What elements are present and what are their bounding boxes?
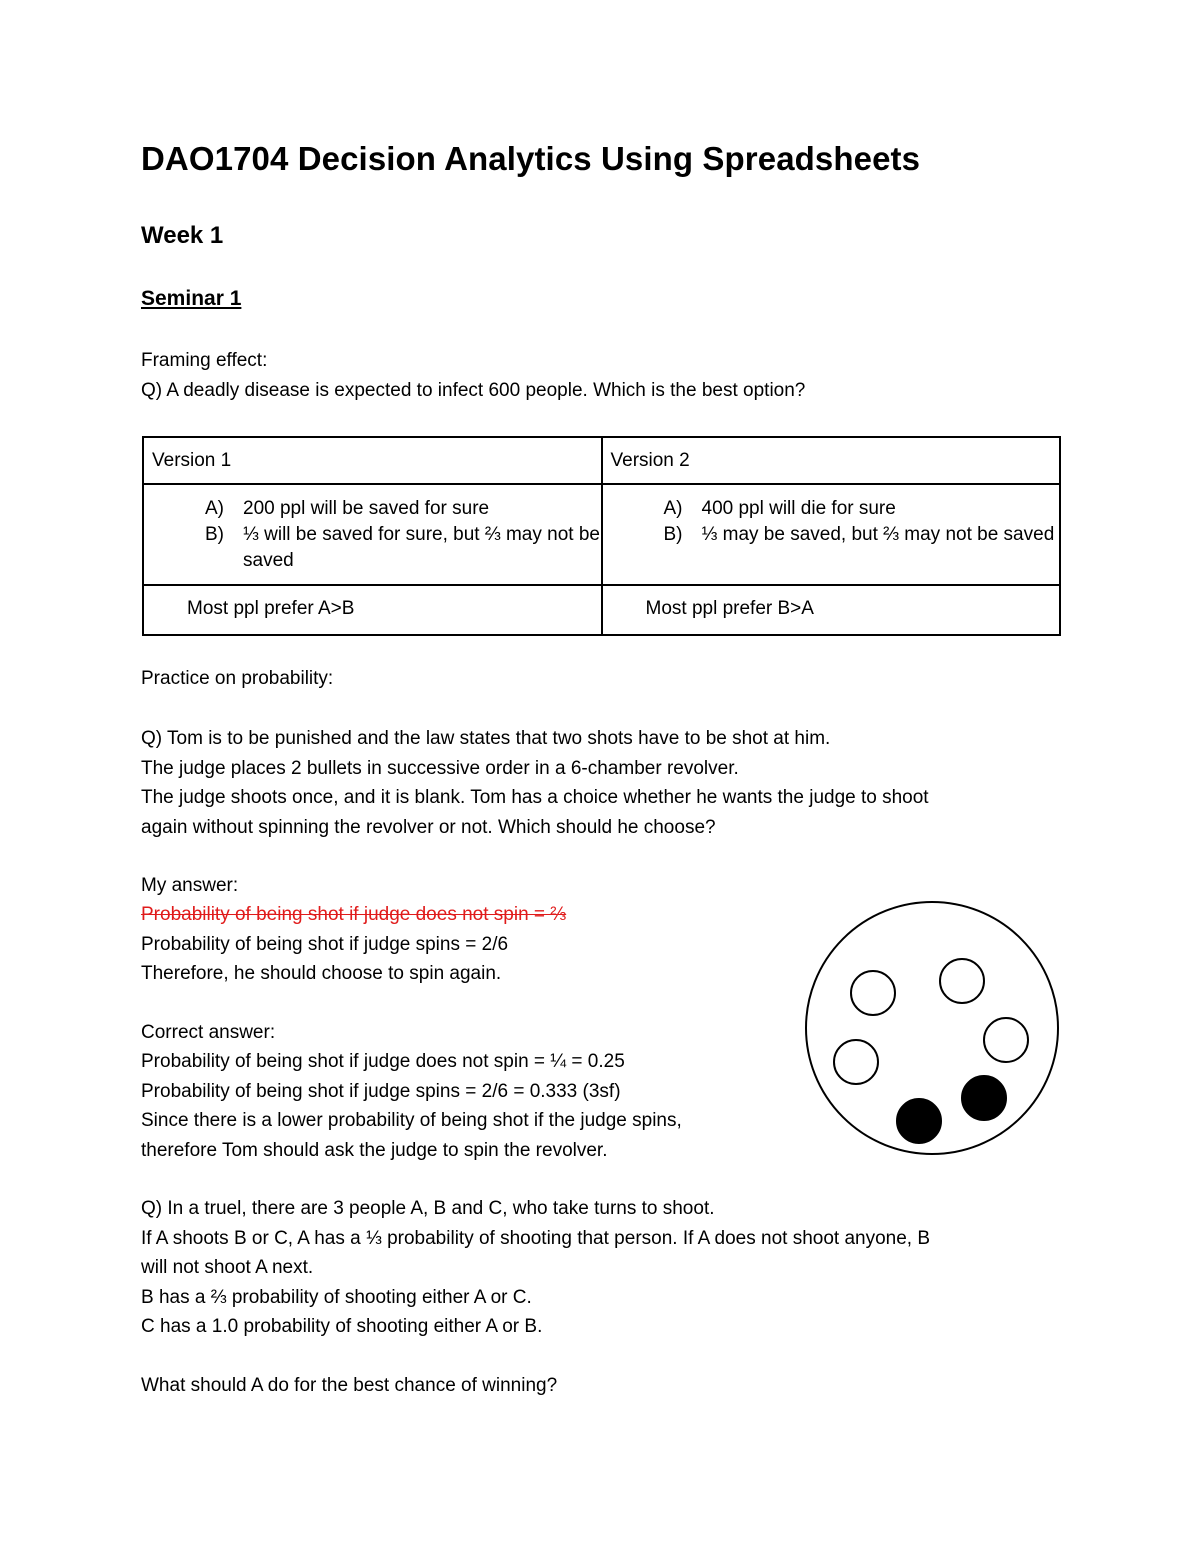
my-answer-line: Probability of being shot if judge spins = 2/6 [141,934,509,955]
empty-chamber [984,1018,1028,1062]
empty-chamber [834,1040,878,1084]
option-letter: A) [205,498,224,519]
loaded-chamber [962,1076,1006,1120]
seminar-heading: Seminar 1 [141,287,242,310]
correct-answer-line: Since there is a lower probability of being shot if the judge spins, [141,1110,682,1131]
framing-label: Framing effect: [141,350,268,371]
option-text: 400 ppl will die for sure [701,498,896,519]
correct-answer-line: Probability of being shot if judge does not spin = ¼ = 0.25 [141,1051,625,1072]
option-row [144,496,601,522]
option-text: 200 ppl will be saved for sure [243,498,490,519]
option-text: ⅓ may be saved, but ⅔ may not be saved [701,524,1055,545]
option-row [144,522,601,574]
q2-line: Q) In a truel, there are 3 people A, B and C, who take turns to shoot. [141,1198,715,1219]
option-letter: B) [663,524,683,545]
table-header-version-1: Version 1 [143,437,602,484]
my-answer-label: My answer: [141,875,239,896]
practice-label: Practice on probability: [141,668,334,689]
q2-line: B has a ⅔ probability of shooting either A or C. [141,1287,532,1308]
loaded-chamber [897,1099,941,1143]
version-2-preference: Most ppl prefer B>A [602,585,1061,635]
q2-line: C has a 1.0 probability of shooting either A or B. [141,1316,543,1337]
option-letter: A) [663,498,683,519]
option-row [603,522,1060,548]
correct-answer-label: Correct answer: [141,1022,276,1043]
correct-answer-line: therefore Tom should ask the judge to spin the revolver. [141,1140,608,1161]
revolver-cylinder-diagram [804,900,1060,1156]
q1-line: The judge places 2 bullets in successive order in a 6-chamber revolver. [141,758,739,779]
my-answer-struck: Probability of being shot if judge does not spin = ⅔ [141,904,567,925]
empty-chamber [851,971,895,1015]
q2-line: will not shoot A next. [141,1257,314,1278]
empty-chamber [940,959,984,1003]
my-answer-line: Therefore, he should choose to spin again. [141,963,502,984]
q2-line: If A shoots B or C, A has a ⅓ probability of shooting that person. If A does not shoot anyone, B [141,1228,931,1249]
q1-line: Q) Tom is to be punished and the law states that two shots have to be shot at him. [141,728,831,749]
version-1-options [143,484,602,585]
framing-question: Q) A deadly disease is expected to infect 600 people. Which is the best option? [141,380,806,401]
final-question: What should A do for the best chance of winning? [141,1375,558,1396]
document-title: DAO1704 Decision Analytics Using Spreadsheets [141,140,921,177]
week-heading: Week 1 [141,222,224,249]
option-letter: B) [205,524,224,545]
q1-line: The judge shoots once, and it is blank. Tom has a choice whether he wants the judge to shoot [141,787,929,808]
version-2-options [602,484,1061,585]
version-1-preference: Most ppl prefer A>B [143,585,602,635]
table-header-version-2: Version 2 [602,437,1061,484]
q1-line: again without spinning the revolver or not. Which should he choose? [141,817,716,838]
option-row [603,496,1060,522]
correct-answer-line: Probability of being shot if judge spins = 2/6 = 0.333 (3sf) [141,1081,621,1102]
option-text: ⅓ will be saved for sure, but ⅔ may not be saved [243,524,600,571]
framing-table [142,436,1061,636]
